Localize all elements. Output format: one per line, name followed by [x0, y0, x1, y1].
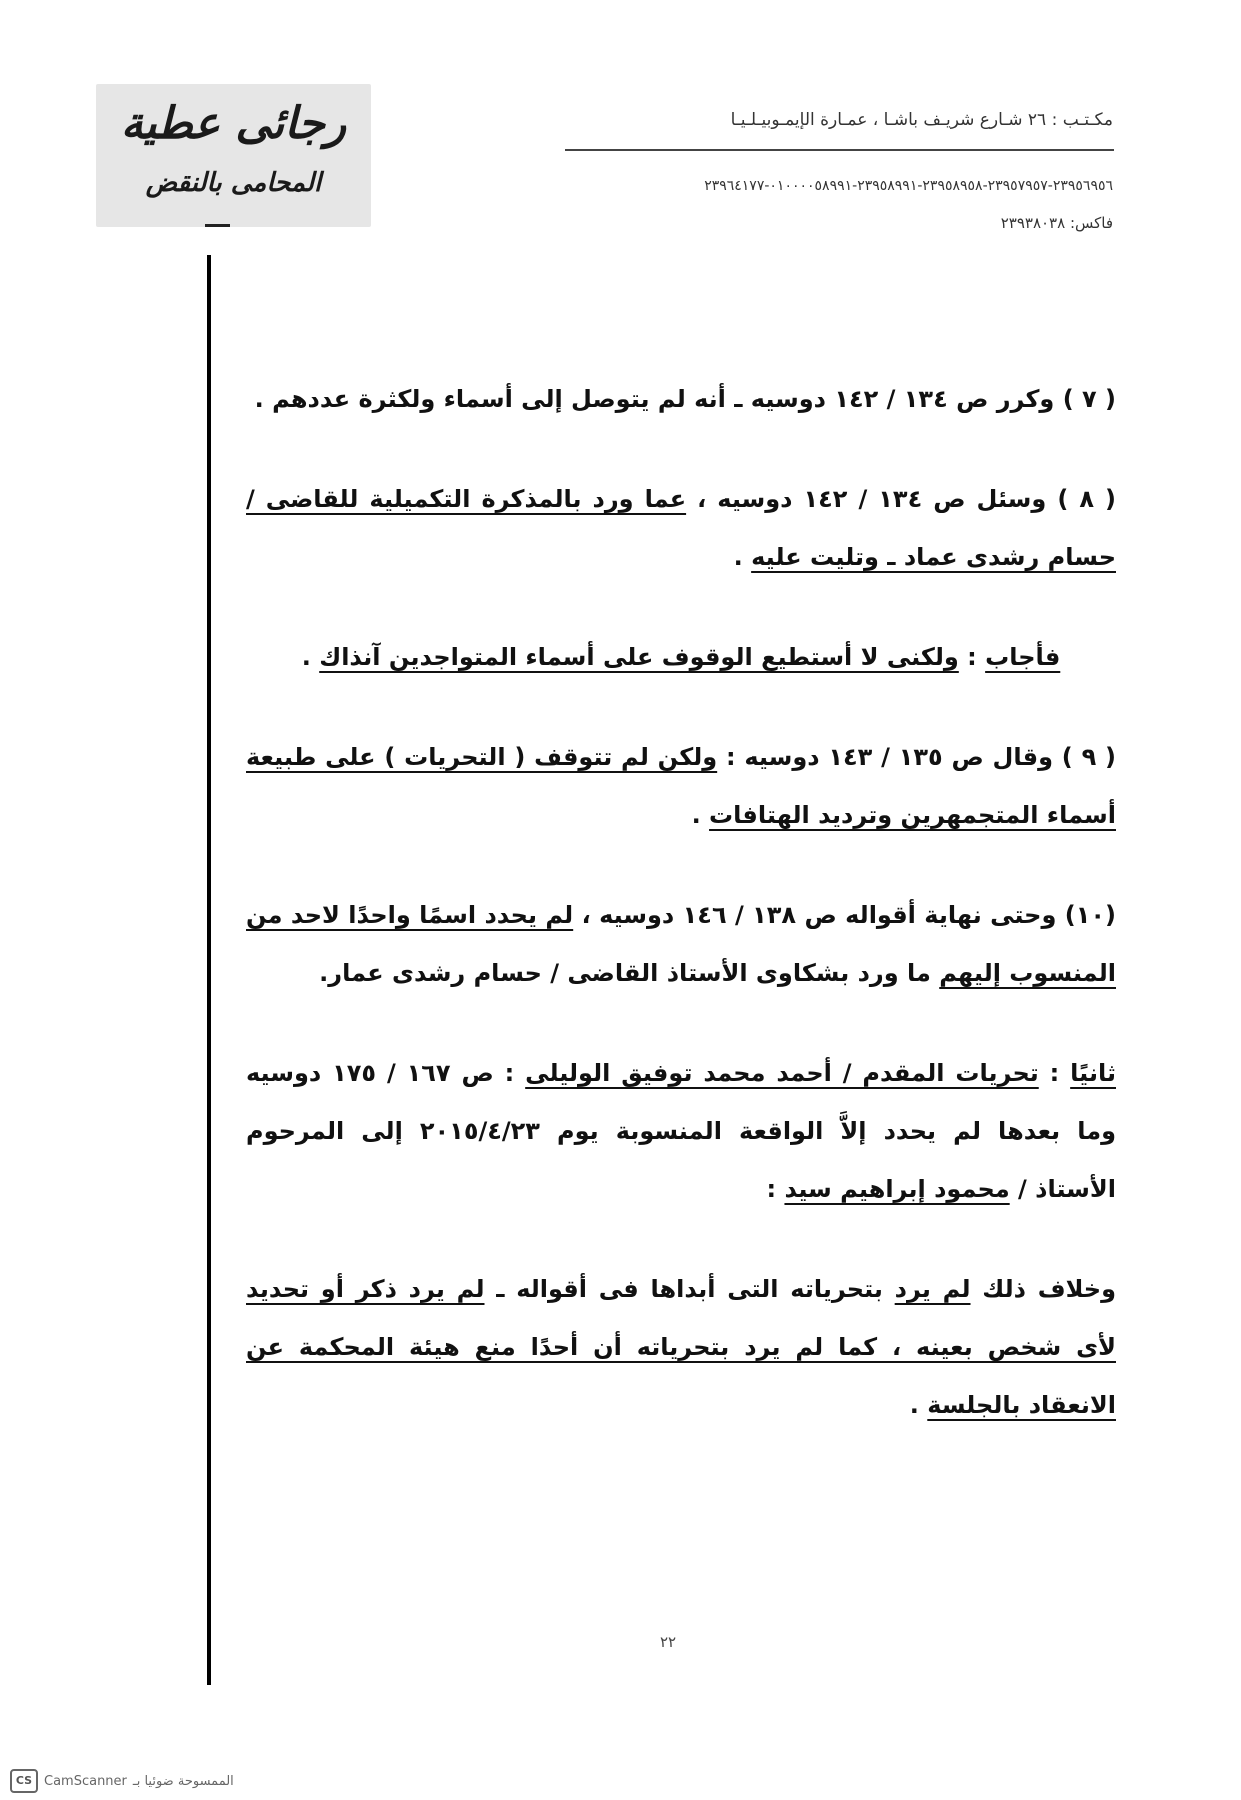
underlined-text: محمود إبراهيم سيد — [784, 1175, 1010, 1203]
paragraph-text: : ص ١٦٧ / ١٧٥ دوسيه وما بعدها لم يحدد إلاَّ الواقعة المنسوبة يوم ٢٠١٥/٤/٢٣ إلى المرحوم الأستاذ / — [246, 1059, 1117, 1203]
camscanner-icon: CS — [10, 1769, 38, 1793]
paragraph-text: ( ٩ ) وقال ص ١٣٥ / ١٤٣ دوسيه : — [717, 743, 1116, 771]
underlined-text: عما ورد بالمذكرة التكميلية للقاضى / حسام رشدى عماد ـ وتليت عليه — [246, 485, 1116, 571]
paragraph-text: . — [909, 1391, 928, 1419]
underlined-text: ثانيًا — [1070, 1059, 1116, 1087]
underlined-text: فأجاب — [985, 643, 1061, 671]
underlined-text: تحريات المقدم / أحمد محمد توفيق الوليلى — [525, 1059, 1039, 1087]
paragraph-text: بتحرياته التى أبداها فى أقواله ـ — [484, 1275, 895, 1303]
paragraph — [246, 886, 1116, 1002]
scanner-stamp — [10, 1769, 234, 1793]
paragraph — [246, 728, 1116, 844]
logo-underline — [205, 224, 230, 227]
paragraph-text: : — [1038, 1059, 1071, 1087]
underlined-text: لم يحدد اسمًا واحدًا لاحد من المنسوب إليهم — [246, 901, 1116, 987]
paragraph-text: ( ٨ ) وسئل ص ١٣٤ / ١٤٢ دوسيه ، — [686, 485, 1116, 513]
logo-name: رجائى عطية — [120, 98, 347, 149]
phone-numbers: ٢٣٩٥٦٩٥٦-٢٣٩٥٧٩٥٧-٢٣٩٥٨٩٥٨-٢٣٩٥٨٩٩١-٠١٠٠٠٠٥٨٩٩١-٢٣٩٦٤١٧٧ — [704, 178, 1113, 194]
underlined-text: لم يرد — [894, 1275, 971, 1303]
paragraph — [246, 470, 1116, 586]
underlined-text: ولكنى لا أستطيع الوقوف على أسماء المتواجدين آنذاك — [319, 643, 959, 671]
paragraph-text: . — [691, 801, 710, 829]
fax-number: فاكس: ٢٣٩٣٨٠٣٨ — [1000, 214, 1113, 232]
page-number: ٢٢ — [660, 1633, 677, 1651]
paragraph-text: : — [958, 643, 986, 671]
paragraph-text: (١٠) وحتى نهاية أقواله ص ١٣٨ / ١٤٦ دوسيه ، — [573, 901, 1117, 929]
paragraph-text: . — [733, 543, 752, 571]
paragraph-text: ما ورد بشكاوى الأستاذ القاضى / حسام رشدى عمار. — [319, 959, 940, 987]
scanner-brand: CamScanner — [44, 1773, 127, 1789]
header-rule — [565, 149, 1114, 151]
paragraph-text: ( ٧ ) وكرر ص ١٣٤ / ١٤٢ دوسيه ـ أنه لم يتوصل إلى أسماء ولكثرة عددهم . — [254, 385, 1116, 413]
underlined-text: لم يرد ذكر أو تحديد لأى شخص بعينه ، كما لم يرد بتحرياته أن أحدًا منع هيئة المحكمة عن الانعقاد بالجلسة — [246, 1275, 1116, 1419]
paragraph-text: . — [301, 643, 320, 671]
paragraph — [246, 1044, 1116, 1218]
logo-title: المحامى بالنقض — [145, 168, 322, 198]
paragraph — [246, 1260, 1116, 1434]
document-body — [246, 370, 1116, 1476]
paragraph — [246, 628, 1116, 686]
paragraph-text: وخلاف ذلك — [970, 1275, 1117, 1303]
margin-bar — [207, 255, 211, 1685]
underlined-text: ولكن لم تتوقف ( التحريات ) على طبيعة أسماء المتجمهرين وترديد الهتافات — [246, 743, 1116, 829]
paragraph — [246, 370, 1116, 428]
office-address: مكـتـب : ٢٦ شـارع شريـف باشـا ، عمـارة الإيمـوبيـلـيـا — [730, 110, 1113, 130]
logo — [96, 84, 371, 227]
scanner-text: الممسوحة ضوئيا بـ — [132, 1773, 234, 1789]
paragraph-text: : — [766, 1175, 785, 1203]
